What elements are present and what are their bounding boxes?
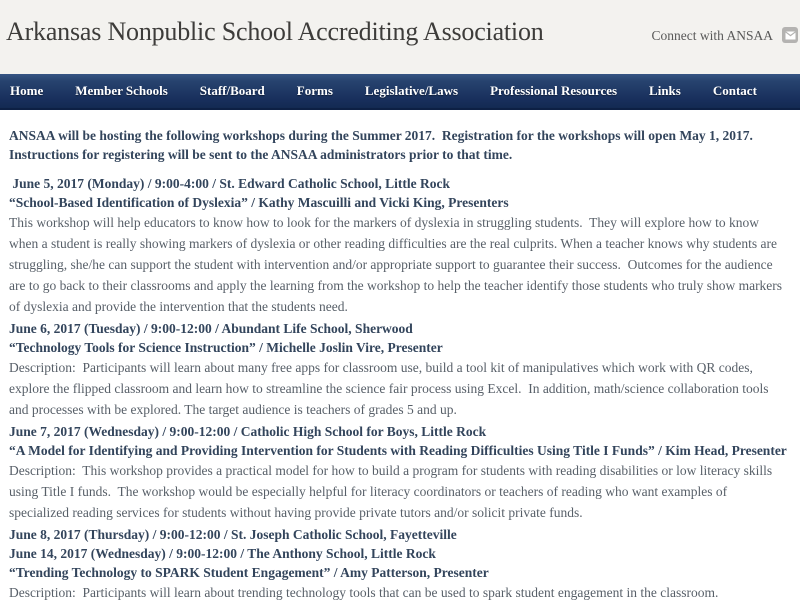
workshop-block	[9, 174, 790, 317]
workshop-title-presenter: “Trending Technology to SPARK Student Engagement” / Amy Patterson, Presenter	[9, 565, 489, 580]
workshop-description: Description: Participants will learn about many free apps for classroom use, build a tool kit of manipulatives which work with QR codes, explore the flipped classroom and learn how to streamline the science fair process using Excel. In addition, math/science collaboration tools and processes with be explored. The target audience is teachers of grades 5 and up.	[9, 360, 772, 417]
page-header	[0, 0, 800, 74]
nav-item-staff-board[interactable]: Staff/Board	[199, 83, 265, 98]
nav-item-professional-resources[interactable]: Professional Resources	[490, 83, 618, 98]
nav-item-member-schools[interactable]: Member Schools	[75, 83, 168, 98]
workshop-description: Description: Participants will learn about trending technology tools that can be used to spark student engagement in the classroom.	[9, 585, 719, 600]
workshop-block	[9, 422, 790, 523]
workshop-date-location: June 7, 2017 (Wednesday) / 9:00-12:00 / Catholic High School for Boys, Little Rock	[9, 424, 487, 439]
main-nav	[0, 74, 800, 110]
envelope-icon	[785, 31, 796, 40]
nav-item-legislative-laws[interactable]: Legislative/Laws	[364, 83, 459, 98]
workshop-title-presenter: “Technology Tools for Science Instruction” / Michelle Joslin Vire, Presenter	[9, 340, 443, 355]
nav-item-contact[interactable]: Contact	[712, 83, 757, 98]
workshop-date-location: June 5, 2017 (Monday) / 9:00-4:00 / St. Edward Catholic School, Little Rock	[9, 176, 451, 191]
workshop-date-location: June 14, 2017 (Wednesday) / 9:00-12:00 / The Anthony School, Little Rock	[9, 546, 436, 561]
nav-item-home[interactable]: Home	[10, 83, 44, 98]
workshop-date-location: June 8, 2017 (Thursday) / 9:00-12:00 / St. Joseph Catholic School, Fayetteville	[9, 527, 457, 542]
intro-paragraph: ANSAA will be hosting the following workshops during the Summer 2017. Registration for the workshops will open May 1, 2017. Instructions for registering will be sent to the ANSAA administrators prior to that time.	[9, 128, 760, 162]
workshop-description: Description: This workshop provides a practical model for how to build a program for students with reading disabilities or low literacy skills using Title I funds. The workshop would be especially helpful for literacy coordinators or teachers of reading who want examples of specialized reading services for students without having provide private tutors and/or solicit private funds.	[9, 463, 776, 520]
workshop-date-location: June 6, 2017 (Tuesday) / 9:00-12:00 / Abundant Life School, Sherwood	[9, 321, 413, 336]
nav-item-forms[interactable]: Forms	[296, 83, 333, 98]
workshop-description: This workshop will help educators to know how to look for the markers of dyslexia in struggling students. They will explore how to know when a student is really showing markers of dyslexia or other reading difficulties are the real culprits. When a teacher knows why students are struggling, she/he can support the student with intervention and/or appropriate support to guarantee their success. Outcomes for the audience are to go back to their classrooms and apply the learning from the workshop to help the teacher identify those students who truly show markers of dyslexia and provide the intervention that the students need.	[9, 215, 786, 314]
site-title: Arkansas Nonpublic School Accrediting Association	[6, 17, 544, 46]
email-button[interactable]	[782, 27, 798, 43]
workshop-block	[9, 319, 790, 420]
workshop-block	[9, 525, 790, 603]
page-content	[0, 110, 800, 603]
connect-with-ansaa-link[interactable]: Connect with ANSAA	[651, 28, 773, 43]
nav-item-links[interactable]: Links	[649, 83, 681, 98]
workshop-title-presenter: “A Model for Identifying and Providing Intervention for Students with Reading Difficulties Using Title I Funds” / Kim Head, Presenter	[9, 443, 787, 458]
workshop-title-presenter: “School-Based Identification of Dyslexia” / Kathy Mascuilli and Vicki King, Presenters	[9, 195, 509, 210]
workshop-list	[9, 174, 790, 603]
